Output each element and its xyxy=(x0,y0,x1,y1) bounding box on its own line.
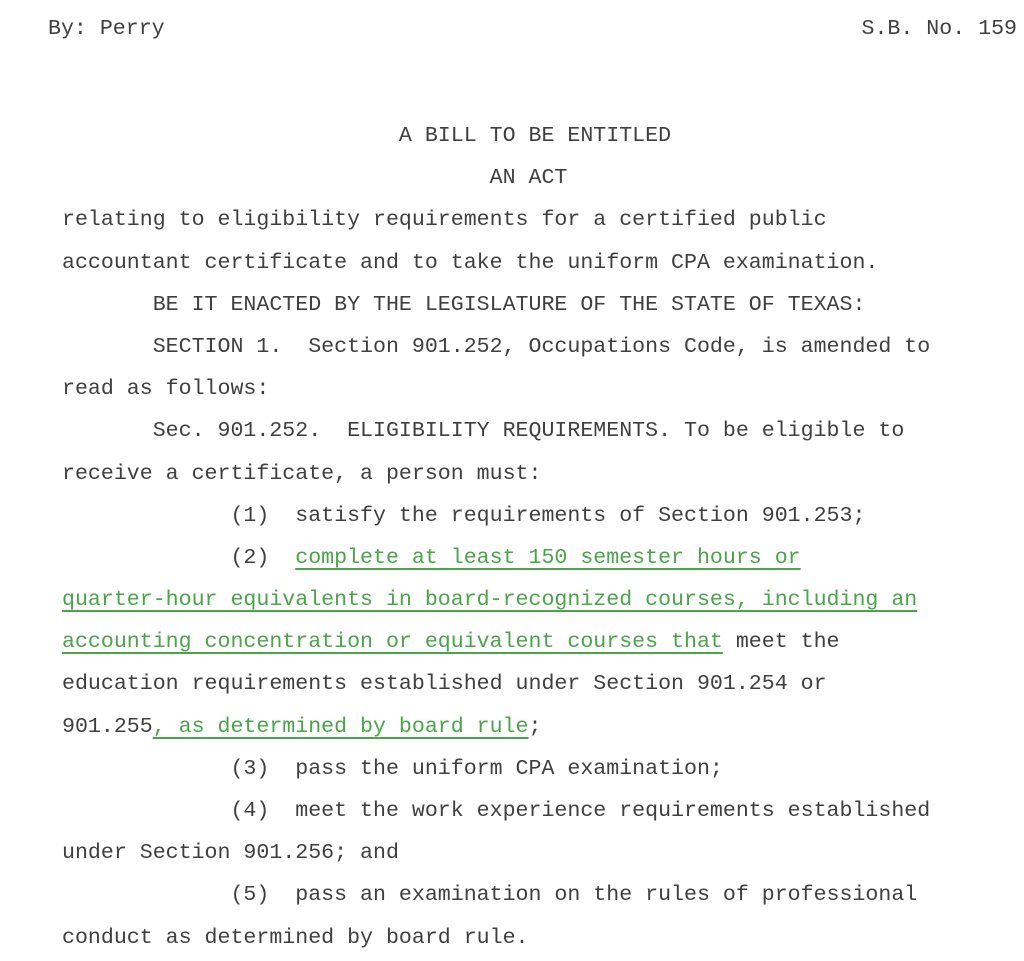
doc-line xyxy=(62,199,1024,241)
author-line: By: Perry xyxy=(48,17,165,41)
bill-number: S.B. No. 159 xyxy=(861,17,1017,41)
added-text-segment: quarter-hour equivalents in board-recognized courses, including an xyxy=(62,588,918,613)
doc-line xyxy=(62,242,1024,284)
bill-text xyxy=(62,115,1024,959)
doc-line xyxy=(62,706,1024,748)
doc-line xyxy=(62,790,1024,832)
doc-line xyxy=(62,284,1024,326)
text-segment: (3) pass the uniform CPA examination; xyxy=(62,756,723,781)
text-segment: conduct as determined by board rule. xyxy=(62,925,529,950)
added-text-segment: complete at least 150 semester hours or xyxy=(295,545,801,570)
text-segment: (2) xyxy=(62,545,296,570)
doc-line xyxy=(62,453,1024,495)
text-segment: education requirements established under Section 901.254 or xyxy=(62,672,827,697)
text-segment: BE IT ENACTED BY THE LEGISLATURE OF THE STATE OF TEXAS: xyxy=(62,292,866,317)
doc-line xyxy=(62,368,1024,410)
added-text-segment: accounting concentration or equivalent courses that xyxy=(62,630,723,655)
text-segment: SECTION 1. Section 901.252, Occupations Code, is amended to xyxy=(62,334,931,359)
text-segment: (4) meet the work experience requirements established xyxy=(62,799,931,823)
doc-line xyxy=(62,832,1024,874)
text-segment: A BILL TO BE ENTITLED xyxy=(62,124,672,148)
text-segment: 901.255 xyxy=(62,714,153,739)
doc-line xyxy=(62,917,1024,959)
text-segment: receive a certificate, a person must: xyxy=(62,461,542,486)
added-text-segment: , as determined by board rule xyxy=(152,714,529,739)
act-label-line xyxy=(62,157,1024,199)
text-segment: accountant certificate and to take the uniform CPA examination. xyxy=(62,250,879,275)
doc-line xyxy=(62,663,1024,705)
text-segment: (1) satisfy the requirements of Section 901.253; xyxy=(62,503,866,528)
text-segment: Sec. 901.252. ELIGIBILITY REQUIREMENTS. To be eligible to xyxy=(62,419,905,444)
text-segment: AN ACT xyxy=(62,166,568,191)
document-header xyxy=(48,8,1017,50)
text-segment: under Section 901.256; and xyxy=(62,841,399,866)
doc-line xyxy=(62,874,1024,916)
bill-title-line xyxy=(62,115,1024,157)
text-segment: meet the xyxy=(722,630,840,655)
text-segment: ; xyxy=(528,714,542,739)
doc-line xyxy=(62,748,1024,790)
doc-line xyxy=(62,495,1024,537)
doc-line xyxy=(62,537,1024,579)
doc-line xyxy=(62,579,1024,621)
doc-line xyxy=(62,410,1024,452)
doc-line xyxy=(62,621,1024,663)
text-segment: relating to eligibility requirements for a certified public xyxy=(62,208,827,233)
text-segment: (5) pass an examination on the rules of professional xyxy=(62,883,918,908)
doc-line xyxy=(62,326,1024,368)
text-segment: read as follows: xyxy=(62,377,270,402)
